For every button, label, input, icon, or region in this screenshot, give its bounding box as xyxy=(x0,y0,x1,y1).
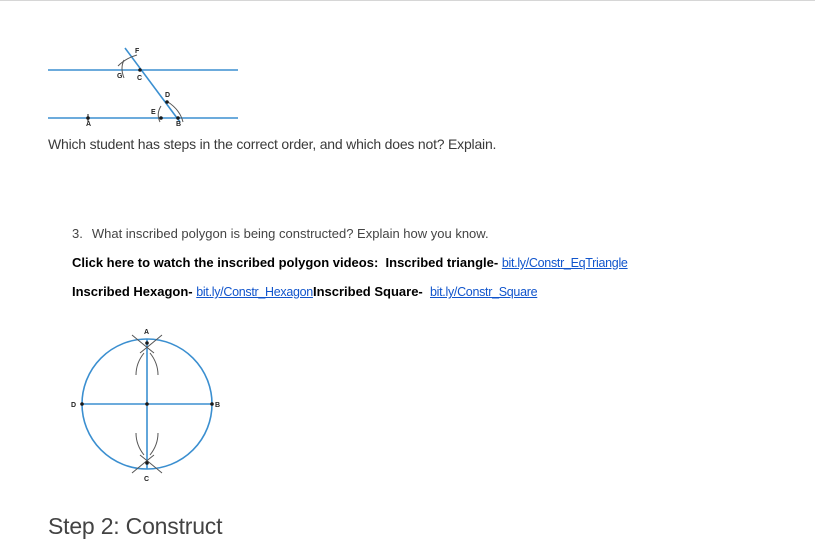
point-d xyxy=(165,100,169,104)
point-a xyxy=(145,341,149,345)
hexagon-label: Inscribed Hexagon- xyxy=(72,284,193,299)
arc-lower-large xyxy=(168,102,183,122)
video-intro-text: Click here to watch the inscribed polygon videos: xyxy=(72,255,379,270)
square-label: Inscribed Square- xyxy=(312,284,423,299)
triangle-label: Inscribed triangle- xyxy=(385,255,499,270)
arc-upper-left xyxy=(136,353,144,375)
parallel-lines-construction-figure xyxy=(40,40,250,132)
label-d: D xyxy=(165,92,171,99)
inscribed-polygon-construction-figure xyxy=(62,325,232,485)
video-links-row-2 xyxy=(72,284,537,299)
hexagon-video-link[interactable]: bit.ly/Constr_Hexagon xyxy=(196,285,313,299)
label-e: E xyxy=(151,109,156,116)
label-g: G xyxy=(117,73,123,80)
item-3-text: What inscribed polygon is being constructed? Explain how you know. xyxy=(91,226,489,241)
point-c xyxy=(145,461,149,465)
label-a: A xyxy=(86,121,92,128)
triangle-video-link[interactable]: bit.ly/Constr_EqTriangle xyxy=(501,256,628,270)
label-b: B xyxy=(176,121,182,128)
item-number: 3. xyxy=(72,226,83,241)
step-2-heading: Step 2: Construct xyxy=(48,513,223,539)
label-c: C xyxy=(144,476,150,483)
point-b xyxy=(176,116,180,120)
label-d: D xyxy=(71,402,77,409)
point-b xyxy=(210,402,214,406)
item-3-question xyxy=(72,226,489,241)
arc-lower-left xyxy=(136,433,144,455)
point-d xyxy=(80,402,84,406)
arc-lower-right xyxy=(150,433,158,455)
video-links-row-1 xyxy=(72,255,628,270)
point-e xyxy=(159,116,163,120)
question-which-student: Which student has steps in the correct order, and which does not? Explain. xyxy=(48,136,497,152)
label-b: B xyxy=(215,402,221,409)
label-c: C xyxy=(137,75,143,82)
label-a: A xyxy=(144,329,150,336)
label-f: F xyxy=(135,48,140,55)
point-c xyxy=(138,68,142,72)
square-video-link[interactable]: bit.ly/Constr_Square xyxy=(430,285,538,299)
top-divider xyxy=(0,0,815,1)
center-point xyxy=(145,402,149,406)
arc-upper-right xyxy=(150,353,158,375)
